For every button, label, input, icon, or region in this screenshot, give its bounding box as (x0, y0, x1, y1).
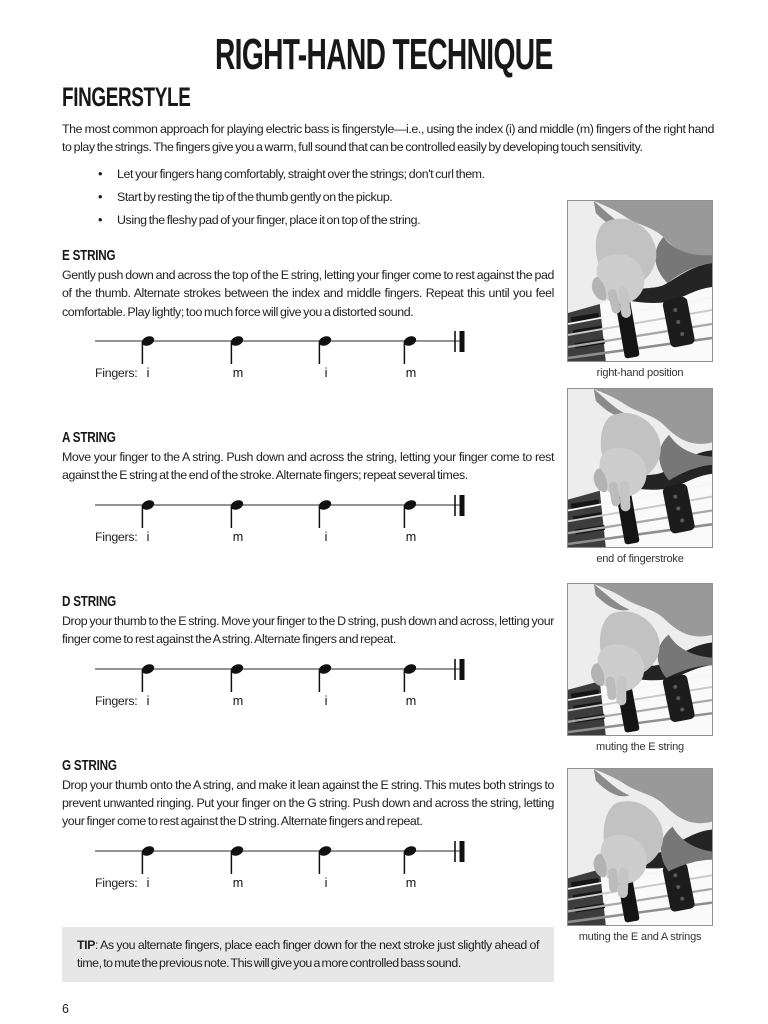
fingerstyle-heading-text: FINGERSTYLE (62, 82, 191, 112)
bass-photo (567, 200, 713, 362)
finger-indication: m (232, 693, 244, 708)
fingers-label: Fingers: (95, 875, 138, 890)
finger-indication: m (232, 366, 244, 381)
quarter-note (402, 335, 417, 364)
quarter-note (317, 335, 332, 364)
rhythm-exercise (62, 841, 562, 895)
quarter-note (229, 662, 244, 691)
bass-photo (567, 768, 713, 926)
section-body: Gently push down and across the top of the E string, letting your finger come to rest against the pad of the thumb. Alternate strokes between the index and middle fingers. Repeat this until you feel comfortable. Play lightly; too much force will give you a distorted sound. (62, 267, 554, 319)
photo-right-hand-position (567, 200, 713, 379)
fingers-label: Fingers: (95, 529, 138, 544)
bullet-item (62, 212, 622, 228)
index-finger (618, 868, 629, 899)
finger-indication: m (232, 529, 244, 544)
intro-paragraph: The most common approach for playing electric bass is fingerstyle—i.e., using the index (i) and middle (m) fingers of the right hand to play the strings. The fingers give you a warm, full sound that can be controlled easily by developing touch sensitivity. (62, 122, 714, 155)
bullet-text: Using the fleshy pad of your finger, place it on top of the string. (117, 212, 421, 227)
quarter-note (317, 844, 332, 873)
quarter-note (229, 498, 244, 527)
section-body: Drop your thumb onto the A string, and make it lean against the E string. This mutes both strings to prevent unwanted ringing. Put your finger on the G string. Push down and across the string, letting your finger come to rest against the D string. Alternate fingers and repeat. (62, 777, 554, 829)
section-heading-text: D STRING (62, 592, 117, 610)
finger-indication: i (146, 366, 150, 381)
section-heading (62, 753, 768, 774)
finger-indication: i (324, 875, 328, 890)
fingers-label: Fingers: (95, 366, 138, 381)
finger-indication: i (324, 693, 328, 708)
single-line-staff (95, 331, 471, 365)
tip-text (77, 936, 539, 972)
rhythm-exercise (62, 495, 562, 549)
finger-indication: m (405, 529, 417, 544)
bass-photo-illustration (568, 769, 712, 925)
section-heading-text: A STRING (62, 429, 116, 447)
staff-notation-graphic (95, 841, 471, 875)
rhythm-exercise (62, 331, 562, 385)
index-finger (619, 480, 631, 511)
photo-muting-e-string (567, 583, 713, 753)
middle-finger (608, 868, 619, 893)
quarter-note (229, 335, 244, 364)
section-body: Move your finger to the A string. Push down and across the string, letting your finger come to rest against the E string at the end of the stroke. Alternate fingers; repeat several times. (62, 450, 554, 483)
finger-indication: i (324, 366, 328, 381)
photo-caption: right-hand position (596, 367, 684, 379)
rhythm-exercise (62, 659, 562, 713)
tips-bullet-list (62, 166, 622, 228)
finger-indication: i (146, 693, 150, 708)
quarter-note (140, 498, 155, 527)
single-line-staff (95, 841, 471, 875)
tip-body: : As you alternate fingers, place each finger down for the next stroke just slightly ahead of time, to mute the previous note. This will give you a more controlled bass sound. (77, 937, 539, 970)
index-finger (616, 676, 626, 705)
single-line-staff (95, 659, 471, 693)
fingering-row (62, 694, 562, 712)
page-number: 6 (62, 1001, 69, 1016)
page-title (0, 30, 768, 79)
section-heading-text: E STRING (62, 246, 116, 264)
bass-photo-illustration (568, 584, 712, 735)
finger-indication: m (405, 366, 417, 381)
fingerstyle-heading (62, 82, 768, 112)
photo-caption: muting the E string (596, 741, 684, 753)
bass-photo (567, 583, 713, 736)
finger-indication: m (232, 875, 244, 890)
bullet-text: Start by resting the tip of the thumb gently on the pickup. (117, 189, 393, 204)
finger-indication: i (146, 875, 150, 890)
finger-indication: i (324, 529, 328, 544)
staff-notation-graphic (95, 659, 471, 693)
bullet-item (62, 166, 622, 182)
quarter-note (140, 844, 155, 873)
quarter-note (317, 662, 332, 691)
finger-indication: i (146, 529, 150, 544)
fingers-label: Fingers: (95, 693, 138, 708)
quarter-note (402, 662, 417, 691)
section-body: Drop your thumb to the E string. Move your finger to the D string, push down and across, letting your finger come to rest against the A string. Alternate fingers and repeat. (62, 613, 554, 647)
finger-indication: m (405, 875, 417, 890)
bass-photo-illustration (568, 201, 712, 361)
quarter-note (402, 844, 417, 873)
bullet-text: Let your fingers hang comfortably, straight over the strings; don't curl them. (117, 166, 485, 181)
page-title-text: RIGHT-HAND TECHNIQUE (215, 30, 553, 79)
finger-indication: m (405, 693, 417, 708)
quarter-note (229, 844, 244, 873)
bullet-item (62, 189, 622, 205)
quarter-note (140, 335, 155, 364)
bass-photo (567, 388, 713, 548)
fingering-row (62, 366, 562, 384)
photo-caption: muting the E and A strings (578, 931, 702, 943)
photo-end-of-fingerstroke (567, 388, 713, 565)
fingering-row (62, 876, 562, 894)
section-heading-text: G STRING (62, 756, 117, 774)
quarter-note (402, 498, 417, 527)
single-line-staff (95, 495, 471, 529)
quarter-note (140, 662, 155, 691)
photo-caption: end of fingerstroke (596, 553, 684, 565)
staff-notation-graphic (95, 495, 471, 529)
bass-photo-illustration (568, 389, 712, 547)
tip-label: TIP (77, 937, 95, 952)
tip-box (62, 927, 554, 982)
fingering-row (62, 530, 562, 548)
quarter-note (317, 498, 332, 527)
photo-muting-e-and-a-strings (567, 768, 713, 943)
staff-notation-graphic (95, 331, 471, 365)
